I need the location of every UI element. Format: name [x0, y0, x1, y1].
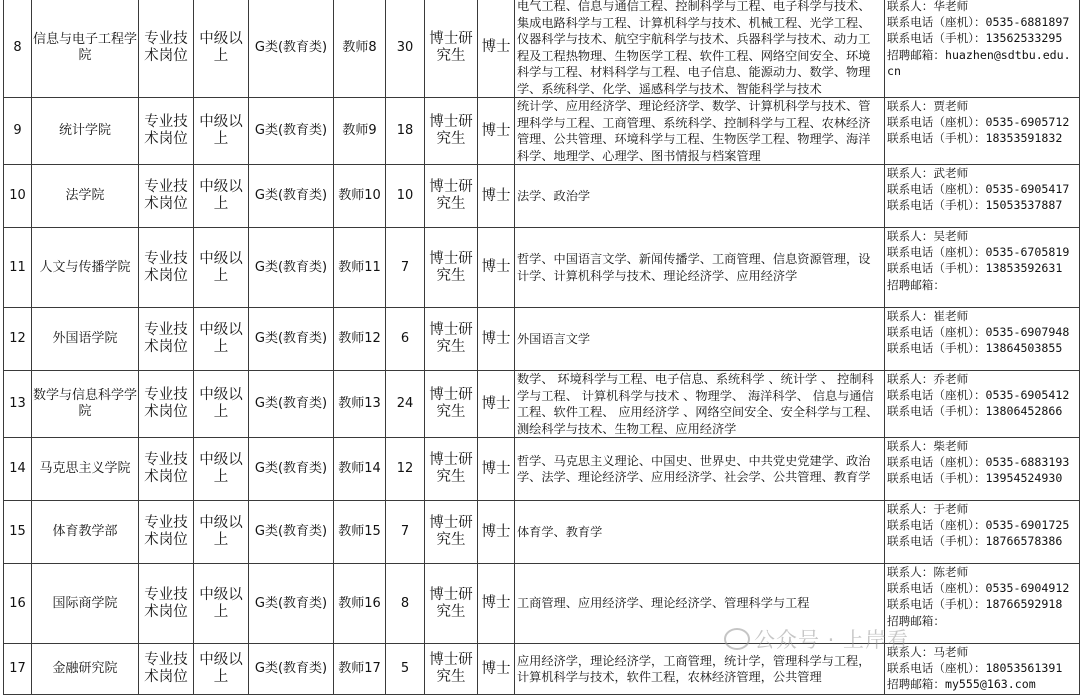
degree-requirement: 博士: [478, 644, 515, 695]
post-category: G类(教育类): [249, 371, 334, 438]
contact-info: 联系人：崔老师 联系电话（座机）：0535-6907948 联系电话（手机）：13864503855: [885, 308, 1080, 371]
post-category: G类(教育类): [249, 0, 334, 98]
major-requirements: 应用经济学，理论经济学，工商管理，统计学，管理科学与工程，计算机科学与技术，软件工程，农林经济管理，公共管理: [515, 644, 885, 695]
post-type: 专业技术岗位: [139, 371, 194, 438]
recruit-count: 5: [386, 644, 425, 695]
recruit-count: 12: [386, 438, 425, 501]
post-name: 教师15: [334, 501, 386, 564]
post-level: 中级以上: [194, 228, 249, 308]
post-name: 教师14: [334, 438, 386, 501]
row-number: 15: [4, 501, 32, 564]
college-name: 体育教学部: [32, 501, 139, 564]
table-row: [4, 564, 1080, 644]
post-level: 中级以上: [194, 165, 249, 228]
major-requirements: 外国语言文学: [515, 308, 885, 371]
post-category: G类(教育类): [249, 501, 334, 564]
post-level: 中级以上: [194, 308, 249, 371]
post-type: 专业技术岗位: [139, 308, 194, 371]
post-type: 专业技术岗位: [139, 438, 194, 501]
table-row: [4, 308, 1080, 371]
post-level: 中级以上: [194, 438, 249, 501]
post-name: 教师8: [334, 0, 386, 98]
row-number: 16: [4, 564, 32, 644]
college-name: 外国语学院: [32, 308, 139, 371]
contact-info: 联系人：武老师 联系电话（座机）：0535-6905417 联系电话（手机）：15053537887: [885, 165, 1080, 228]
major-requirements: 体育学、教育学: [515, 501, 885, 564]
post-level: 中级以上: [194, 0, 249, 98]
table-row: [4, 0, 1080, 98]
major-requirements: 法学、政治学: [515, 165, 885, 228]
table-row: [4, 438, 1080, 501]
post-type: 专业技术岗位: [139, 501, 194, 564]
major-requirements: 工商管理、应用经济学、理论经济学、管理科学与工程: [515, 564, 885, 644]
recruit-count: 7: [386, 228, 425, 308]
post-category: G类(教育类): [249, 308, 334, 371]
row-number: 12: [4, 308, 32, 371]
college-name: 数学与信息科学学院: [32, 371, 139, 438]
post-level: 中级以上: [194, 564, 249, 644]
education-requirement: 博士研究生: [425, 98, 478, 165]
row-number: 8: [4, 0, 32, 98]
education-requirement: 博士研究生: [425, 438, 478, 501]
table-row: [4, 165, 1080, 228]
post-name: 教师11: [334, 228, 386, 308]
table-row: [4, 98, 1080, 165]
post-name: 教师17: [334, 644, 386, 695]
degree-requirement: 博士: [478, 438, 515, 501]
post-type: 专业技术岗位: [139, 98, 194, 165]
education-requirement: 博士研究生: [425, 501, 478, 564]
recruit-count: 10: [386, 165, 425, 228]
college-name: 统计学院: [32, 98, 139, 165]
college-name: 法学院: [32, 165, 139, 228]
post-name: 教师12: [334, 308, 386, 371]
degree-requirement: 博士: [478, 564, 515, 644]
watermark-text: 公众号 · 上岸看: [754, 628, 910, 652]
college-name: 人文与传播学院: [32, 228, 139, 308]
row-number: 10: [4, 165, 32, 228]
post-category: G类(教育类): [249, 564, 334, 644]
major-requirements: 哲学、中国语言文学、新闻传播学、工商管理、信息资源管理，设计学、计算机科学与技术、理论经济学、应用经济学: [515, 228, 885, 308]
post-type: 专业技术岗位: [139, 228, 194, 308]
college-name: 金融研究院: [32, 644, 139, 695]
education-requirement: 博士研究生: [425, 308, 478, 371]
contact-info: 联系人：马老师 联系电话（座机）：18053561391 招聘邮箱：my555@163.com: [885, 644, 1080, 695]
degree-requirement: 博士: [478, 501, 515, 564]
post-category: G类(教育类): [249, 644, 334, 695]
post-level: 中级以上: [194, 371, 249, 438]
post-level: 中级以上: [194, 644, 249, 695]
post-name: 教师10: [334, 165, 386, 228]
post-name: 教师16: [334, 564, 386, 644]
major-requirements: 统计学、应用经济学、理论经济学、数学、计算机科学与技术、管理科学与工程、工商管理、系统科学、控制科学与工程、农林经济管理、公共管理、环境科学与工程、生物医学工程、物理学、海洋科学、地理学、心理学、图书情报与档案管理: [515, 98, 885, 165]
contact-info: 联系人：乔老师 联系电话（座机）：0535-6905412 联系电话（手机）：13806452866: [885, 371, 1080, 438]
major-requirements: 数学、 环境科学与工程、电子信息、系统科学 、统计学 、 控制科学与工程、 计算机科学与技术 、物理学、 海洋科学、 信息与通信工程、软件工程、 应用经济学 、网络空间安全、安全科学与工程、测绘科学与技术、生物工程、应用经济学: [515, 371, 885, 438]
education-requirement: 博士研究生: [425, 228, 478, 308]
post-name: 教师9: [334, 98, 386, 165]
post-category: G类(教育类): [249, 438, 334, 501]
row-number: 17: [4, 644, 32, 695]
recruit-count: 8: [386, 564, 425, 644]
post-type: 专业技术岗位: [139, 0, 194, 98]
post-category: G类(教育类): [249, 165, 334, 228]
post-level: 中级以上: [194, 501, 249, 564]
degree-requirement: 博士: [478, 228, 515, 308]
college-name: 国际商学院: [32, 564, 139, 644]
table-row: [4, 228, 1080, 308]
recruit-count: 7: [386, 501, 425, 564]
contact-info: 联系人：吴老师 联系电话（座机）：0535-6705819 联系电话（手机）：13853592631 招聘邮箱：: [885, 228, 1080, 308]
degree-requirement: 博士: [478, 371, 515, 438]
post-category: G类(教育类): [249, 98, 334, 165]
education-requirement: 博士研究生: [425, 0, 478, 98]
row-number: 9: [4, 98, 32, 165]
table-row: [4, 501, 1080, 564]
education-requirement: 博士研究生: [425, 371, 478, 438]
post-category: G类(教育类): [249, 228, 334, 308]
row-number: 11: [4, 228, 32, 308]
recruit-count: 24: [386, 371, 425, 438]
education-requirement: 博士研究生: [425, 564, 478, 644]
contact-info: 联系人：于老师 联系电话（座机）：0535-6901725 联系电话（手机）：18766578386: [885, 501, 1080, 564]
education-requirement: 博士研究生: [425, 165, 478, 228]
degree-requirement: 博士: [478, 98, 515, 165]
post-level: 中级以上: [194, 98, 249, 165]
post-type: 专业技术岗位: [139, 165, 194, 228]
table-row: [4, 644, 1080, 695]
college-name: 马克思主义学院: [32, 438, 139, 501]
recruit-count: 6: [386, 308, 425, 371]
contact-info: 联系人：柴老师 联系电话（座机）：0535-6883193 联系电话（手机）：13954524930: [885, 438, 1080, 501]
recruit-count: 30: [386, 0, 425, 98]
degree-requirement: 博士: [478, 0, 515, 98]
table-row: [4, 371, 1080, 438]
contact-info: 联系人：华老师 联系电话（座机）：0535-6881897 联系电话（手机）：13562533295 招聘邮箱：huazhen@sdtbu.edu.cn: [885, 0, 1080, 98]
major-requirements: 电气工程、信息与通信工程、控制科学与工程、电子科学与技术、集成电路科学与工程、计算机科学与技术、机械工程、光学工程、仪器科学与技术、航空宇航科学与技术、兵器科学与技术、动力工程及工程热物理、生物医学工程、软件工程、网络空间安全、环境科学与工程、材料科学与工程、电子信息、能源动力、数学、物理学、系统科学、化学、遥感科学与技术、智能科学与技术: [515, 0, 885, 98]
recruitment-table: [3, 0, 1080, 695]
contact-info: 联系人：贾老师 联系电话（座机）：0535-6905712 联系电话（手机）：18353591832: [885, 98, 1080, 165]
post-type: 专业技术岗位: [139, 644, 194, 695]
post-name: 教师13: [334, 371, 386, 438]
college-name: 信息与电子工程学院: [32, 0, 139, 98]
post-type: 专业技术岗位: [139, 564, 194, 644]
contact-info: 联系人：陈老师 联系电话（座机）：0535-6904912 联系电话（手机）：18766592918 招聘邮箱：: [885, 564, 1080, 644]
degree-requirement: 博士: [478, 165, 515, 228]
row-number: 13: [4, 371, 32, 438]
row-number: 14: [4, 438, 32, 501]
major-requirements: 哲学、马克思主义理论、中国史、世界史、中共党史党建学、政治学、法学、理论经济学、应用经济学、社会学、公共管理、教育学: [515, 438, 885, 501]
degree-requirement: 博士: [478, 308, 515, 371]
recruit-count: 18: [386, 98, 425, 165]
education-requirement: 博士研究生: [425, 644, 478, 695]
